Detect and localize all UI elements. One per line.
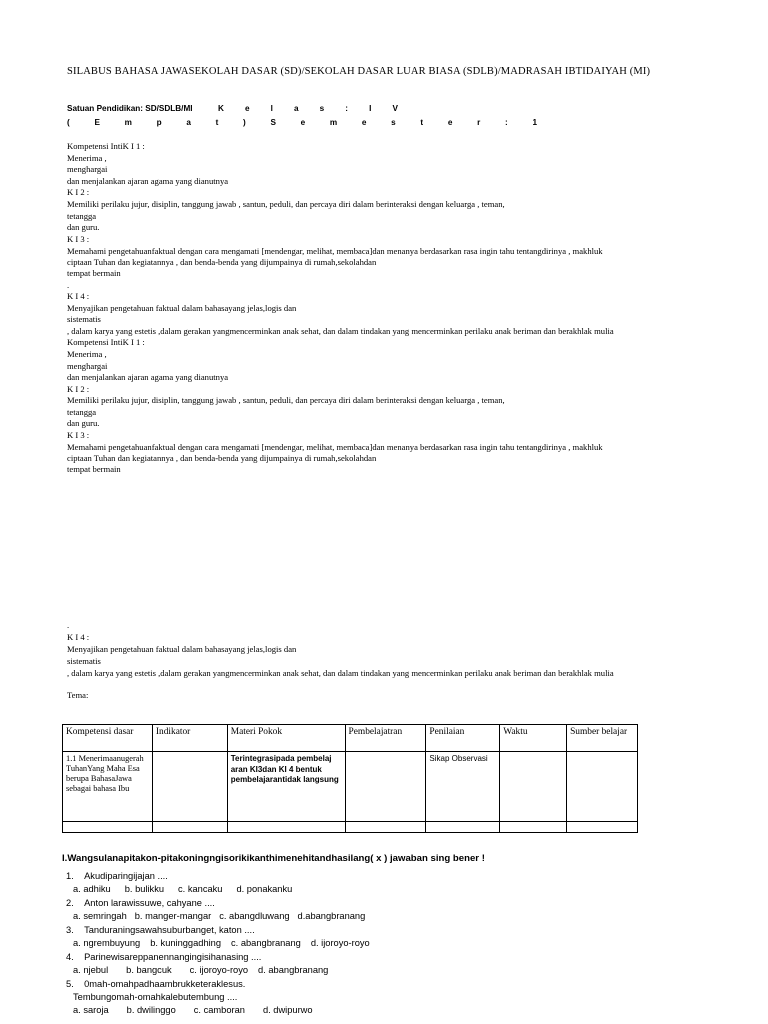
document-title: SILABUS BAHASA JAWASEKOLAH DASAR (SD)/SEKOLAH DASAR LUAR BIASA (SDLB)/MADRASAH IBTIDAIYAH (MI) xyxy=(67,66,651,77)
kelas-char: l xyxy=(270,104,273,113)
question-number: 2. xyxy=(66,898,74,908)
exercise-heading: I.Wangsulanapitakon-pitakoningngisorikikanthimenehitandhasilang( x ) jawaban sing bener ! xyxy=(62,853,485,864)
question-5-text-2: Tembungomah-omahkalebutembung .... xyxy=(73,992,238,1002)
column-header: Waktu xyxy=(500,725,567,752)
semester-char: S xyxy=(270,118,276,127)
kelas-char: a xyxy=(294,104,299,113)
cell-indikator xyxy=(152,752,227,822)
ki1-line: dan menjalankan ajaran agama yang dianutnya xyxy=(67,176,229,186)
question-5-options xyxy=(73,1005,327,1015)
semester-char: : xyxy=(505,118,508,127)
answer-option[interactable]: b. dwilinggo xyxy=(126,1005,176,1015)
answer-option[interactable]: a. semringah xyxy=(73,911,127,921)
question-number: 4. xyxy=(66,952,74,962)
ki1-line: menghargai xyxy=(67,164,108,174)
kelas-char: e xyxy=(245,104,250,113)
semester-char: ( xyxy=(67,118,70,127)
cell-empty xyxy=(426,822,500,833)
ki4-heading: K I 4 : xyxy=(67,291,90,301)
semester-char: a xyxy=(186,118,191,127)
answer-option[interactable]: c. abangbranang xyxy=(231,938,301,948)
cell-empty xyxy=(152,822,227,833)
cell-materi-pokok: Terintegrasipada pembelaj aran KI3dan KI 4 bentuk pembelajarantidak langsung xyxy=(227,752,345,822)
column-header: Indikator xyxy=(152,725,227,752)
ki1-line: menghargai xyxy=(67,361,108,371)
kelas-row xyxy=(218,104,398,113)
question-2-options xyxy=(73,911,379,921)
kelas-char: I xyxy=(369,104,372,113)
cell-kompetensi-dasar: 1.1 Menerimaanugerah TuhanYang Maha Esa berupa BahasaJawa sebagai bahasa Ibu xyxy=(63,752,153,822)
ki2-heading: K I 2 : xyxy=(67,384,90,394)
ki4-line: sistematis xyxy=(67,656,101,666)
cell-empty xyxy=(567,822,638,833)
table-row xyxy=(63,752,638,822)
ki4-line: , dalam karya yang estetis ,dalam gerakan yangmencerminkan anak sehat, dan dalam tindakan yang mencerminkan perilaku anak beriman dan berakhlak mulia xyxy=(67,326,614,336)
cell-pembelajaran xyxy=(345,752,426,822)
ki4-line: , dalam karya yang estetis ,dalam gerakan yangmencerminkan anak sehat, dan dalam tindakan yang mencerminkan perilaku anak beriman dan berakhlak mulia xyxy=(67,668,614,678)
ki2-line: Memiliki perilaku jujur, disiplin, tanggung jawab , santun, peduli, dan percaya diri dalam berinteraksi dengan keluarga , teman, xyxy=(67,199,505,209)
kelas-char: V xyxy=(392,104,398,113)
ki4-line: sistematis xyxy=(67,314,101,324)
semester-char: e xyxy=(361,118,367,127)
question-text: Tanduraningsawahsuburbanget, katon .... xyxy=(84,925,255,935)
answer-option[interactable]: a. adhiku xyxy=(73,884,111,894)
semester-row xyxy=(67,118,537,127)
ki3-line: . xyxy=(67,280,70,290)
semester-char: t xyxy=(420,118,424,127)
ki1-line: dan menjalankan ajaran agama yang dianutnya xyxy=(67,372,229,382)
question-2 xyxy=(66,898,215,908)
question-number: 5. xyxy=(66,979,74,989)
silabus-table xyxy=(62,724,638,833)
kelas-char: K xyxy=(218,104,224,113)
question-1-options xyxy=(73,884,306,894)
semester-char: E xyxy=(94,118,100,127)
answer-option[interactable]: d. ponakanku xyxy=(236,884,293,894)
question-1 xyxy=(66,871,168,881)
question-text: 0mah-omahpadhaambrukketeraklesus. xyxy=(84,979,246,989)
cell-sumber xyxy=(567,752,638,822)
ki1-line: Menerima , xyxy=(67,153,107,163)
column-header: Penilaian xyxy=(426,725,500,752)
satuan-pendidikan-label: Satuan Pendidikan: SD/SDLB/MI xyxy=(67,104,193,113)
kelas-char: s xyxy=(319,104,325,113)
ki1-line: Menerima , xyxy=(67,349,107,359)
answer-option[interactable]: d.abangbranang xyxy=(297,911,366,921)
ki4-line: Menyajikan pengetahuan faktual dalam bahasayang jelas,logis dan xyxy=(67,644,297,654)
answer-option[interactable]: a. njebul xyxy=(73,965,109,975)
semester-char: e xyxy=(300,118,306,127)
question-number: 3. xyxy=(66,925,74,935)
answer-option[interactable]: c. kancaku xyxy=(178,884,223,894)
question-text: Akudiparingijajan .... xyxy=(84,871,168,881)
ki4-heading: K I 4 : xyxy=(67,632,90,642)
question-5 xyxy=(66,979,245,989)
cell-empty xyxy=(63,822,153,833)
semester-char: r xyxy=(477,118,481,127)
ki3-heading: K I 3 : xyxy=(67,430,90,440)
ki2-line: Memiliki perilaku jujur, disiplin, tanggung jawab , santun, peduli, dan percaya diri dalam berinteraksi dengan keluarga , teman, xyxy=(67,395,505,405)
kompetensi-inti-ki1: Kompetensi IntiK I 1 : xyxy=(67,141,145,151)
answer-option[interactable]: d. ijoroyo-royo xyxy=(310,938,370,948)
ki3-line: tempat bermain xyxy=(67,268,121,278)
question-text: Parinewisareppanennangingisihanasing .... xyxy=(84,952,262,962)
kelas-char: : xyxy=(345,104,349,113)
ki3-heading: K I 3 : xyxy=(67,234,90,244)
cell-penilaian: Sikap Observasi xyxy=(426,752,500,822)
semester-char: t xyxy=(215,118,219,127)
answer-option[interactable]: a. ngrembuyung xyxy=(73,938,141,948)
semester-char: p xyxy=(156,118,162,127)
ki4-dot: . xyxy=(67,620,70,630)
ki3-line: ciptaan Tuhan dan kegiatannya , dan benda-benda yang dijumpainya di rumah,sekolahdan xyxy=(67,453,377,463)
question-text: Anton larawissuwe, cahyane .... xyxy=(84,898,215,908)
tema-label: Tema: xyxy=(67,690,89,700)
answer-option[interactable]: c. abangdluwang xyxy=(219,911,290,921)
ki3-line: ciptaan Tuhan dan kegiatannya , dan benda-benda yang dijumpainya di rumah,sekolahdan xyxy=(67,257,377,267)
cell-empty xyxy=(345,822,426,833)
question-3 xyxy=(66,925,255,935)
ki4-line: Menyajikan pengetahuan faktual dalam bahasayang jelas,logis dan xyxy=(67,303,297,313)
cell-waktu xyxy=(500,752,567,822)
semester-char: e xyxy=(447,118,453,127)
column-header: Materi Pokok xyxy=(227,725,345,752)
table-header-row xyxy=(63,725,638,752)
semester-char: s xyxy=(391,118,396,127)
semester-char: m xyxy=(124,118,132,127)
semester-char: 1 xyxy=(532,118,537,127)
ki2-heading: K I 2 : xyxy=(67,187,90,197)
answer-option[interactable]: b. bulikku xyxy=(124,884,165,894)
answer-option[interactable]: d. dwipurwo xyxy=(262,1005,313,1015)
column-header: Kompetensi dasar xyxy=(63,725,153,752)
column-header: Sumber belajar xyxy=(567,725,638,752)
table-row xyxy=(63,822,638,833)
answer-option[interactable]: a. saroja xyxy=(73,1005,109,1015)
cell-empty xyxy=(500,822,567,833)
ki2-line: tetangga xyxy=(67,407,97,417)
question-3-options xyxy=(73,938,384,948)
ki3-line: Memahami pengetahuanfaktual dengan cara mengamati [mendengar, melihat, membaca]dan menanya berdasarkan rasa ingin tahu tentangdirinya , makhluk xyxy=(67,246,603,256)
semester-char: m xyxy=(329,118,338,127)
question-number: 1. xyxy=(66,871,74,881)
answer-option[interactable]: b. kuninggadhing xyxy=(150,938,222,948)
ki3-line: Memahami pengetahuanfaktual dengan cara mengamati [mendengar, melihat, membaca]dan menanya berdasarkan rasa ingin tahu tentangdirinya , makhluk xyxy=(67,442,603,452)
answer-option[interactable]: c. ijoroyo-royo xyxy=(189,965,249,975)
ki3-line: tempat bermain xyxy=(67,464,121,474)
kompetensi-inti-ki1: Kompetensi IntiK I 1 : xyxy=(67,337,145,347)
question-4-options xyxy=(73,965,342,975)
answer-option[interactable]: d. abangbranang xyxy=(258,965,329,975)
question-4 xyxy=(66,952,261,962)
column-header: Pembelajatran xyxy=(345,725,426,752)
answer-option[interactable]: b. bangcuk xyxy=(126,965,172,975)
cell-empty xyxy=(227,822,345,833)
semester-char: ) xyxy=(243,118,246,127)
answer-option[interactable]: c. camboran xyxy=(193,1005,245,1015)
ki2-line: dan guru. xyxy=(67,418,100,428)
answer-option[interactable]: b. manger-mangar xyxy=(134,911,212,921)
ki2-line: dan guru. xyxy=(67,222,100,232)
ki2-line: tetangga xyxy=(67,211,97,221)
